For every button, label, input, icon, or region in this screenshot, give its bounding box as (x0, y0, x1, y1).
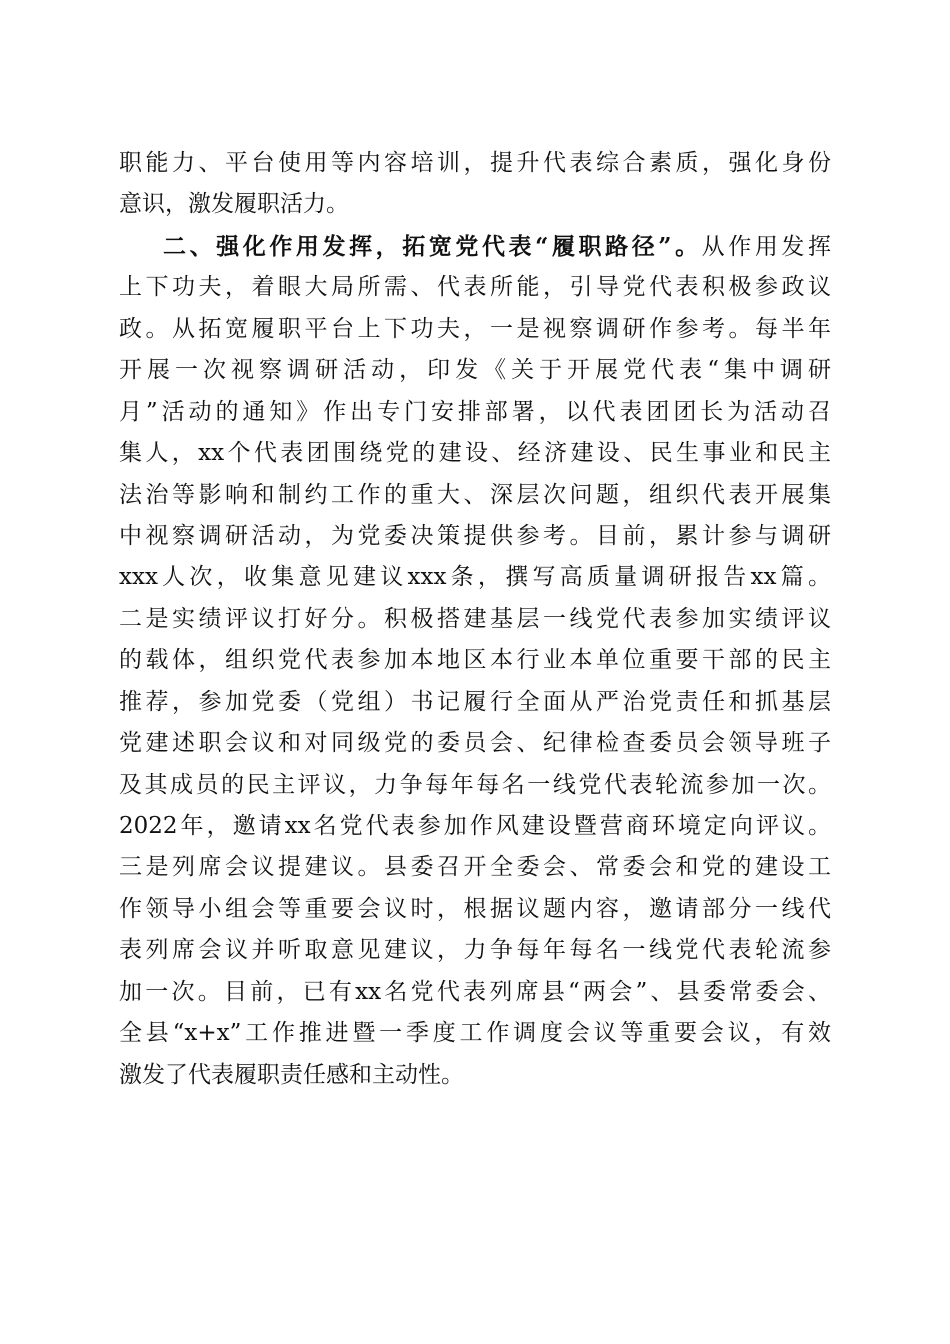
text-line: 及其成员的民主评议，力争每年每名一线党代表轮流参加一次。 (119, 771, 831, 798)
text-line: 中视察调研活动，为党委决策提供参考。目前，累计参与调研 (119, 522, 831, 549)
section-heading-line (119, 226, 831, 267)
text-line: xxx人次，收集意见建议xxx条，撰写高质量调研报告xx篇。 (119, 564, 831, 591)
text-line: 推荐，参加党委（党组）书记履行全面从严治党责任和抓基层 (119, 688, 831, 715)
text-line: 的载体，组织党代表参加本地区本行业本单位重要干部的民主 (119, 647, 831, 674)
text-line: 全县“x+x”工作推进暨一季度工作调度会议等重要会议，有效 (119, 1020, 831, 1047)
text-line: 表列席会议并听取意见建议，力争每年每名一线党代表轮流参 (119, 937, 831, 964)
text-line: 法治等影响和制约工作的重大、深层次问题，组织代表开展集 (119, 481, 831, 508)
text-line: 政。从拓宽履职平台上下功夫，一是视察调研作参考。每半年 (119, 315, 831, 342)
text-line: 意识，激发履职活力。 (119, 191, 349, 218)
text-line: 作领导小组会等重要会议时，根据议题内容，邀请部分一线代 (119, 895, 831, 922)
text-line: 职能力、平台使用等内容培训，提升代表综合素质，强化身份 (119, 150, 831, 176)
text-line: 上下功夫，着眼大局所需、代表所能，引导党代表积极参政议 (119, 274, 831, 301)
text-line: 加一次。目前，已有xx名党代表列席县“两会”、县委常委会、 (119, 978, 831, 1005)
text-line: 二是实绩评议打好分。积极搭建基层一线党代表参加实绩评议 (119, 605, 831, 632)
section-heading-continuation: 从作用发挥 (701, 233, 831, 260)
text-line: 2022年，邀请xx名党代表参加作风建设暨营商环境定向评议。 (119, 813, 831, 839)
body-text (119, 143, 831, 1096)
text-line: 激发了代表履职责任感和主动性。 (119, 1061, 464, 1088)
section-heading: 二、强化作用发挥，拓宽党代表“履职路径”。 (163, 232, 702, 260)
text-line: 党建述职会议和对同级党的委员会、纪律检查委员会领导班子 (119, 730, 831, 757)
text-line: 三是列席会议提建议。县委召开全委会、常委会和党的建设工 (119, 854, 831, 881)
text-line: 月”活动的通知》作出专门安排部署，以代表团团长为活动召 (119, 398, 831, 425)
text-line: 集人，xx个代表团围绕党的建设、经济建设、民生事业和民主 (119, 440, 831, 467)
text-line: 开展一次视察调研活动，印发《关于开展党代表“集中调研 (119, 357, 831, 384)
